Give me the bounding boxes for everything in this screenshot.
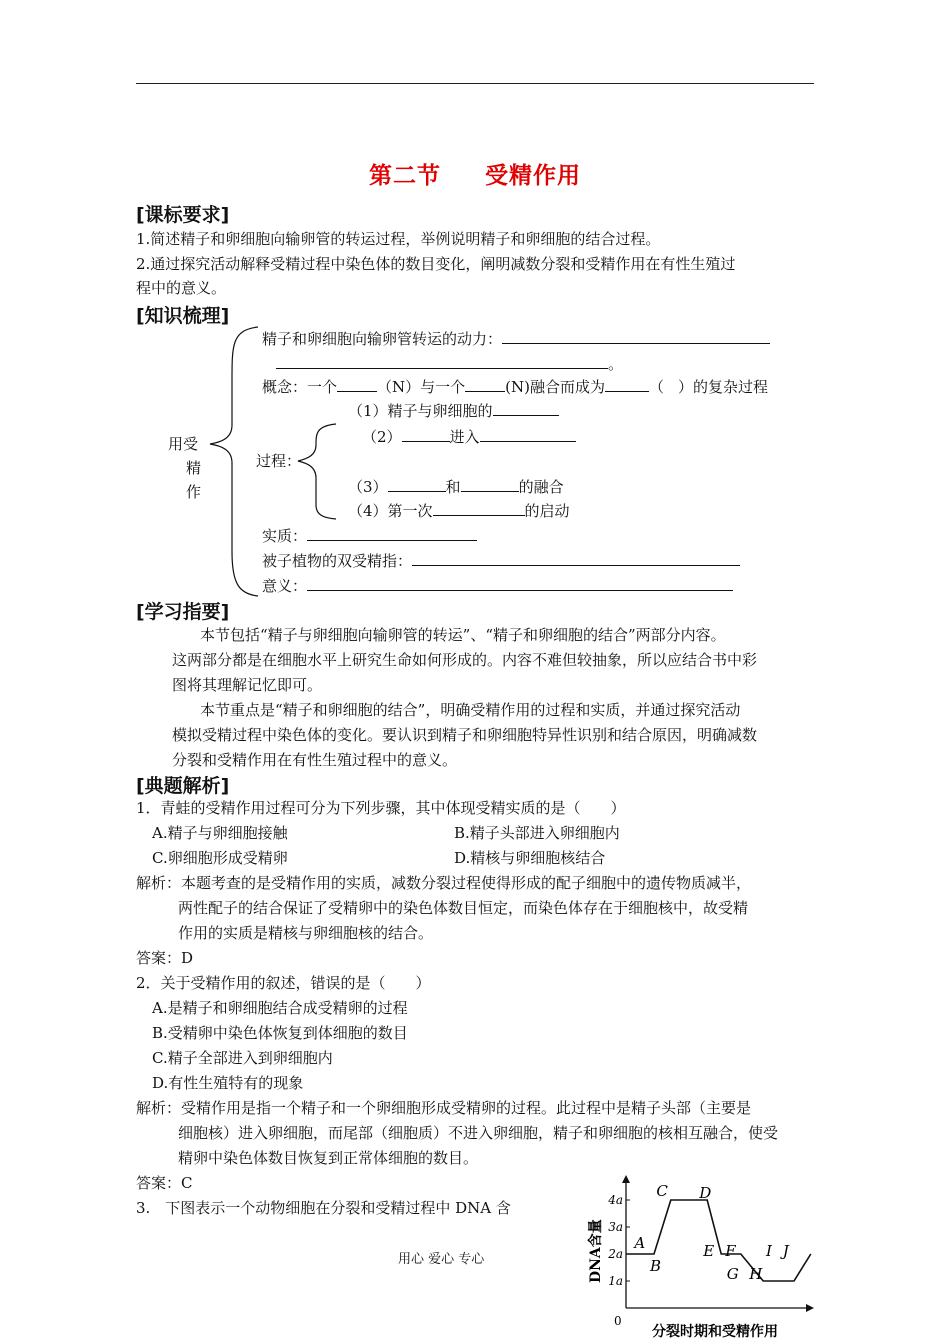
y-tick-label: 3a	[608, 1220, 623, 1234]
q2-analysis-2: 细胞核）进入卵细胞，而尾部（细胞质）不进入卵细胞，精子和卵细胞的核相互融合，使受	[178, 1124, 779, 1142]
blank-transport-2[interactable]	[276, 353, 608, 369]
q1-analysis-3: 作用的实质是精核与卵细胞核的结合。	[178, 924, 434, 942]
q3-stem: 3. 下图表示一个动物细胞在分裂和受精过程中 DNA 含	[136, 1199, 511, 1217]
blank-step-4[interactable]	[433, 500, 525, 516]
outline-concept: 概念：一个 （N）与一个 (N)融合而成为 （ ）的复杂过程	[262, 378, 769, 396]
process-brace	[298, 424, 336, 519]
standard-item-2: 2.通过探究活动解释受精过程中染色体的数目变化，阐明减数分裂和受精作用在有性生殖过	[136, 255, 736, 273]
q2-analysis-1: 解析：受精作用是指一个精子和一个卵细胞形成受精卵的过程。此过程中是精子头部（主要是	[136, 1099, 752, 1117]
outline-step-2: （2） 进入	[362, 426, 576, 447]
blank-meaning[interactable]	[307, 575, 733, 591]
page-title: 第二节 受精作用	[369, 163, 581, 189]
q2-option-d: D.有性生殖特有的现象	[152, 1074, 304, 1092]
point-label-c: C	[656, 1182, 668, 1200]
blank-step-3a[interactable]	[388, 476, 446, 492]
y-tick-label: 4a	[608, 1193, 623, 1207]
dna-chart	[588, 1175, 814, 1340]
point-label-f: F	[725, 1242, 736, 1260]
y-tick-label: 1a	[608, 1274, 623, 1288]
blank-double[interactable]	[412, 550, 740, 566]
section-guide: [学习指要]	[136, 601, 230, 623]
x-axis-arrow	[806, 1304, 814, 1312]
guide-p1-l1: 本节包括“精子与卵细胞向输卵管的转运”、“精子和卵细胞的结合”两部分内容。	[200, 626, 726, 644]
point-label-i: I	[766, 1242, 772, 1260]
guide-p1-l2: 这两部分都是在细胞水平上研究生命如何形成的。内容不难但较抽象，所以应结合书中彩	[172, 651, 758, 669]
q1-analysis-1: 解析：本题考查的是受精作用的实质，减数分裂过程使得形成的配子细胞中的遗传物质减半，	[136, 874, 752, 892]
outline-double: 被子植物的双受精指：	[262, 550, 740, 571]
outline-step-3: （3） 和 的融合	[348, 478, 564, 496]
blank-step-1[interactable]	[493, 400, 559, 416]
section-standards: [课标要求]	[136, 204, 230, 226]
q2-answer: 答案：C	[136, 1174, 193, 1192]
q1-stem: 1．青蛙的受精作用过程可分为下列步骤，其中体现受精实质的是（ ）	[136, 799, 626, 817]
point-label-a: A	[634, 1234, 646, 1252]
q1-analysis-2: 两性配子的结合保证了受精卵中的染色体数目恒定，而染色体存在于细胞核中，故受精	[178, 899, 749, 917]
page-footer: 用心 爱心 专心	[398, 1252, 485, 1267]
q2-option-a: A.是精子和卵细胞结合成受精卵的过程	[152, 999, 408, 1017]
q1-answer: 答案：D	[136, 949, 194, 967]
y-axis-arrow	[622, 1175, 630, 1183]
outline-essence: 实质：	[262, 525, 477, 546]
guide-p2-l1: 本节重点是“精子和卵细胞的结合”，明确受精作用的过程和实质，并通过探究活动	[200, 701, 741, 719]
y-axis-label: DNA含量	[588, 1219, 604, 1283]
standard-item-1: 1.简述精子和卵细胞向输卵管的转运过程，举例说明精子和卵细胞的结合过程。	[136, 230, 661, 248]
blank-transport[interactable]	[502, 328, 770, 344]
outline-transport: 精子和卵细胞向输卵管转运的动力：	[262, 328, 770, 349]
outline-root-2: 精	[186, 459, 202, 477]
q1-option-b: B.精子头部进入卵细胞内	[454, 824, 620, 842]
q1-option-c: C.卵细胞形成受精卵	[152, 849, 288, 867]
outline-meaning: 意义：	[262, 575, 733, 596]
outline-step-4: （4）第一次 的启动	[348, 502, 570, 520]
blank-concept-1[interactable]	[337, 376, 377, 392]
standard-item-2-cont: 程中的意义。	[136, 279, 227, 297]
outline-root-1: 用受	[168, 435, 199, 453]
q2-option-b: B.受精卵中染色体恢复到体细胞的数目	[152, 1024, 408, 1042]
guide-p1-l3: 图将其理解记忆即可。	[172, 676, 323, 694]
point-label-g: G	[726, 1265, 739, 1283]
point-label-e: E	[703, 1242, 715, 1260]
point-label-j: J	[782, 1242, 789, 1260]
point-label-b: B	[650, 1257, 662, 1275]
q2-analysis-3: 精卵中染色体数目恢复到正常体细胞的数目。	[178, 1149, 479, 1167]
outline-root-3: 作	[186, 483, 202, 501]
q1-option-a: A.精子与卵细胞接触	[152, 824, 288, 842]
blank-step-2a[interactable]	[402, 426, 450, 442]
blank-concept-2[interactable]	[465, 376, 505, 392]
blank-concept-3[interactable]	[605, 376, 649, 392]
outline-transport-cont: 。	[276, 353, 623, 374]
blank-step-3b[interactable]	[461, 476, 519, 492]
q1-option-d: D.精核与卵细胞核结合	[454, 849, 606, 867]
outline-process-label: 过程：	[256, 452, 302, 470]
q2-stem: 2．关于受精作用的叙述，错误的是（ ）	[136, 974, 431, 992]
point-label-d: D	[699, 1184, 712, 1202]
guide-p2-l3: 分裂和受精作用在有性生殖过程中的意义。	[172, 751, 458, 769]
x-axis-label: 分裂时期和受精作用	[652, 1324, 778, 1340]
section-knowledge: [知识梳理]	[136, 305, 230, 327]
y-tick-label: 2a	[608, 1247, 623, 1261]
section-examples: [典题解析]	[136, 775, 230, 797]
point-label-h: H	[749, 1265, 763, 1283]
blank-essence[interactable]	[307, 525, 477, 541]
outer-brace	[210, 327, 258, 596]
blank-step-2b[interactable]	[480, 426, 576, 442]
guide-p2-l2: 模拟受精过程中染色体的变化。要认识到精子和卵细胞特异性识别和结合原因，明确减数	[172, 726, 758, 744]
outline-step-1: （1）精子与卵细胞的	[348, 400, 559, 421]
q2-option-c: C.精子全部进入到卵细胞内	[152, 1049, 333, 1067]
origin-label: 0	[614, 1314, 622, 1328]
